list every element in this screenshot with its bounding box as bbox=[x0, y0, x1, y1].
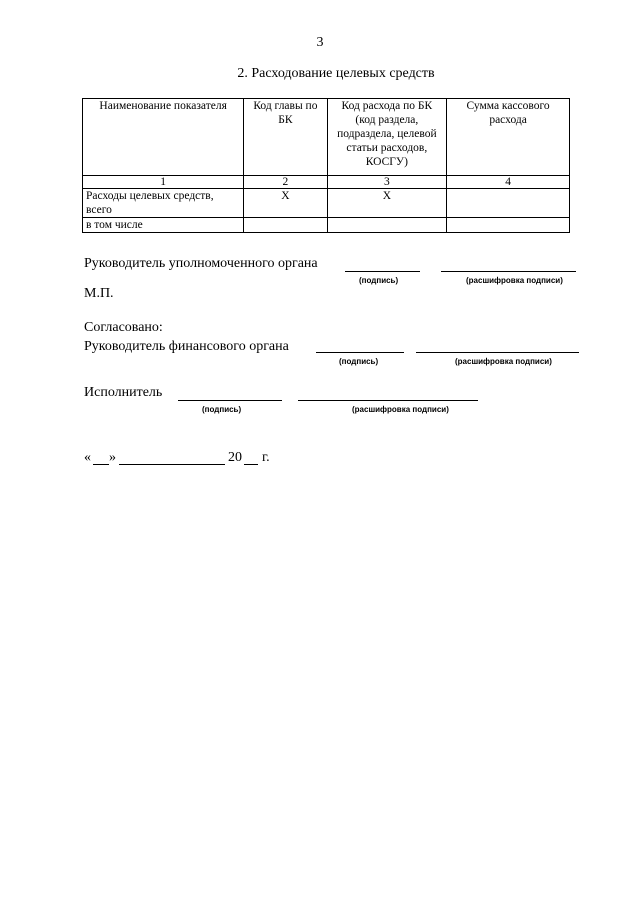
signature-caption: (подпись) bbox=[359, 276, 399, 285]
table-cell bbox=[327, 218, 447, 233]
table-cell: Расходы целевых средств, всего bbox=[83, 189, 244, 218]
seal-label: М.П. bbox=[84, 286, 114, 301]
table-cell bbox=[244, 218, 327, 233]
decoding-caption: (расшифровка подписи) bbox=[352, 405, 449, 414]
table-cell: Х bbox=[327, 189, 447, 218]
expense-table bbox=[82, 98, 570, 233]
date-close-quote: » bbox=[109, 450, 116, 465]
signature-line bbox=[316, 352, 404, 353]
header-chapter-code: Код главы по БК bbox=[244, 99, 327, 176]
year-line bbox=[244, 464, 258, 465]
column-number: 2 bbox=[244, 176, 327, 189]
signature-line bbox=[345, 271, 420, 272]
table-cell: Х bbox=[244, 189, 327, 218]
page-number: 3 bbox=[316, 35, 324, 50]
executor-label: Исполнитель bbox=[84, 385, 163, 400]
month-line bbox=[119, 464, 225, 465]
signature-line bbox=[178, 400, 282, 401]
table-cell: в том числе bbox=[83, 218, 244, 233]
header-expense-code: Код расхода по БК (код раздела, подраздела, целевой статьи расходов, КОСГУ) bbox=[327, 99, 447, 176]
header-indicator-name: Наименование показателя bbox=[83, 99, 244, 176]
head-authorized-label: Руководитель уполномоченного органа bbox=[84, 256, 318, 271]
date-open-quote: « bbox=[84, 450, 91, 465]
table-cell bbox=[447, 218, 570, 233]
table-number-row bbox=[83, 176, 570, 189]
year-suffix: г. bbox=[262, 450, 270, 465]
agreed-label: Согласовано: bbox=[84, 320, 163, 335]
decoding-line bbox=[416, 352, 579, 353]
header-cash-amount: Сумма кассового расхода bbox=[447, 99, 570, 176]
table-row bbox=[83, 218, 570, 233]
column-number: 1 bbox=[83, 176, 244, 189]
decoding-line bbox=[298, 400, 478, 401]
day-line bbox=[93, 464, 109, 465]
decoding-caption: (расшифровка подписи) bbox=[466, 276, 563, 285]
year-prefix: 20 bbox=[228, 450, 242, 465]
decoding-caption: (расшифровка подписи) bbox=[455, 357, 552, 366]
signature-caption: (подпись) bbox=[202, 405, 242, 414]
table-row bbox=[83, 189, 570, 218]
head-finance-label: Руководитель финансового органа bbox=[84, 339, 289, 354]
section-title: 2. Расходование целевых средств bbox=[237, 66, 435, 81]
table-header-row bbox=[83, 99, 570, 176]
table-cell bbox=[447, 189, 570, 218]
column-number: 4 bbox=[447, 176, 570, 189]
decoding-line bbox=[441, 271, 576, 272]
column-number: 3 bbox=[327, 176, 447, 189]
signature-caption: (подпись) bbox=[339, 357, 379, 366]
